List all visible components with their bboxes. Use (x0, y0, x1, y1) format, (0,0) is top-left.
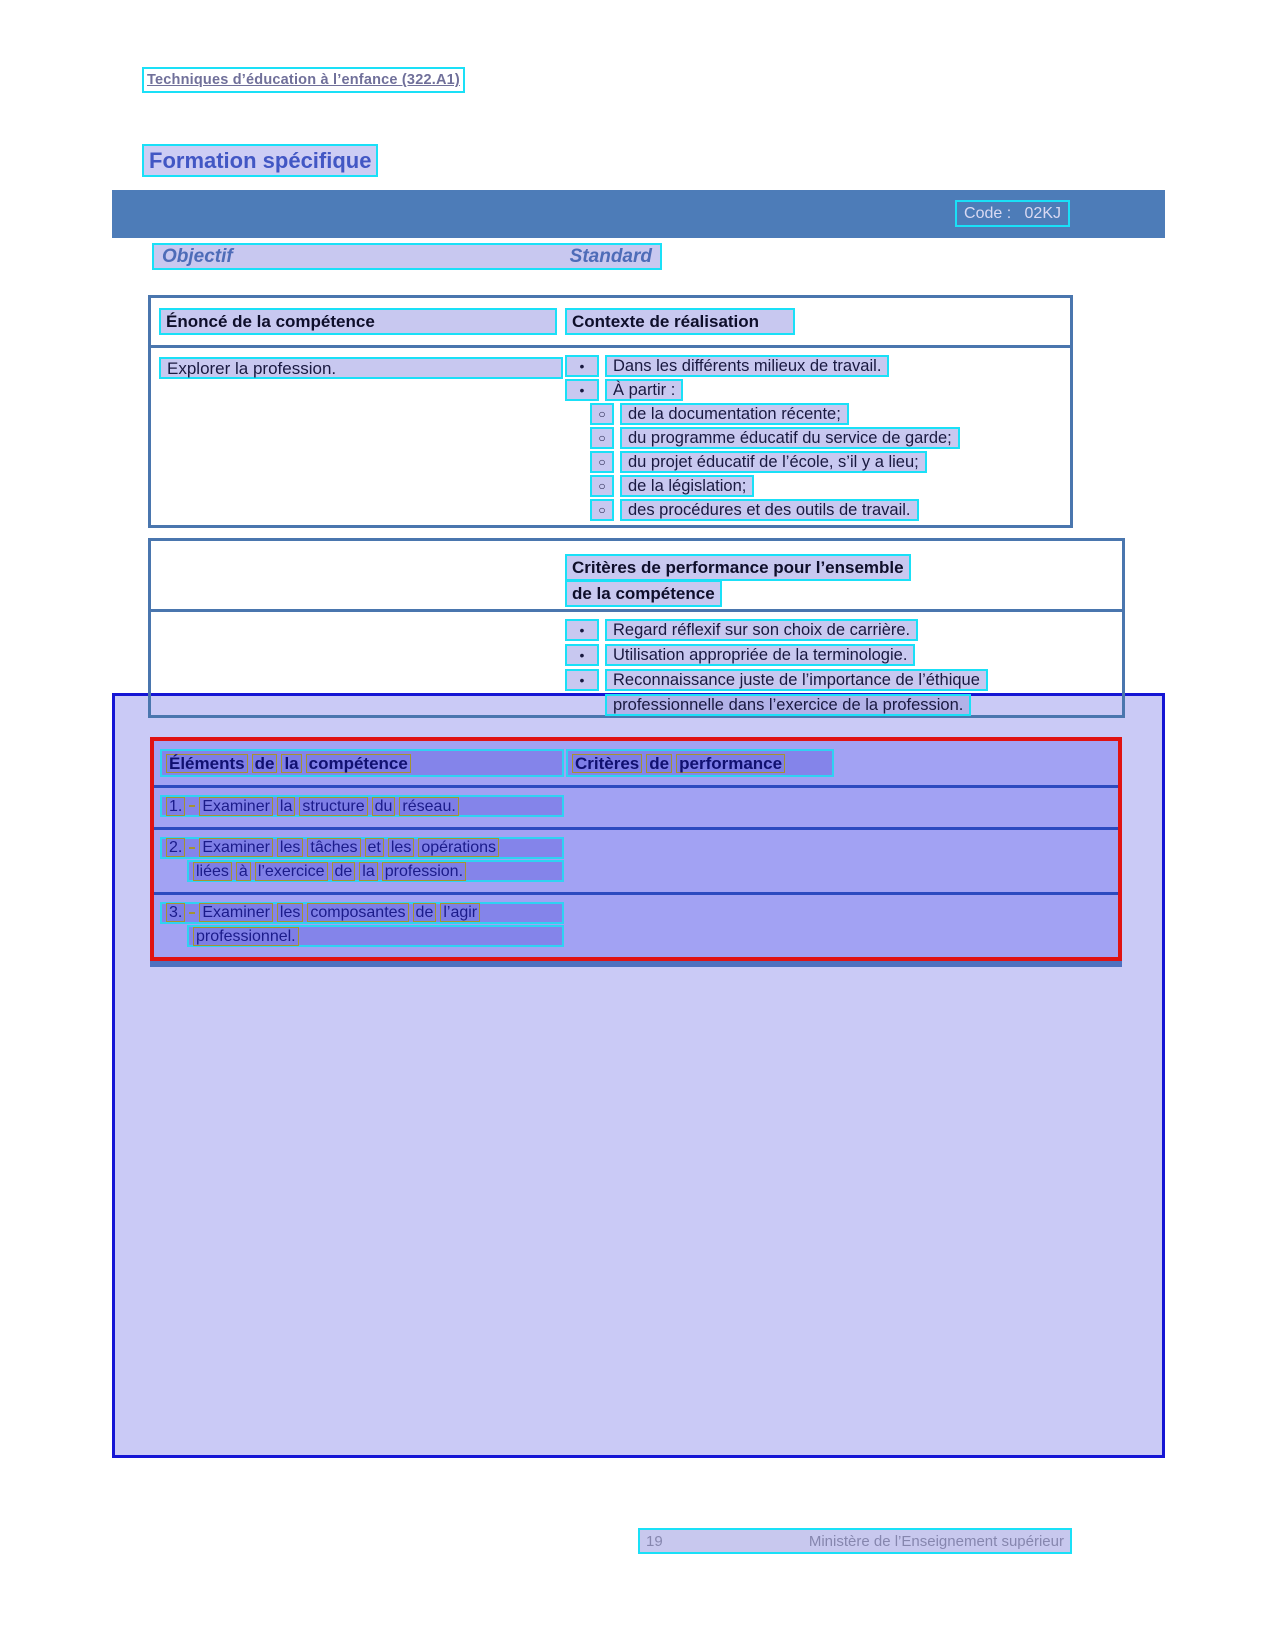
criteria-list (565, 619, 988, 719)
criterion-line (565, 669, 988, 691)
context-item (590, 499, 960, 521)
context-item-text: du programme éducatif du service de garde; (620, 427, 960, 449)
word-box: 3. (166, 903, 185, 922)
word-box (189, 847, 195, 849)
word-box: de (332, 862, 356, 881)
word-box: les (277, 903, 303, 922)
word-box: 2. (166, 838, 185, 857)
circle-bullet-icon: ○ (590, 499, 614, 521)
page-footer (638, 1528, 1072, 1554)
word-box: Examiner (199, 903, 273, 922)
running-head (142, 67, 465, 93)
column-header-enonce: Énoncé de la compétence (159, 308, 557, 335)
context-item (590, 451, 960, 473)
word-box: Éléments (166, 754, 248, 773)
element-line (160, 837, 564, 859)
column-header-performance (566, 749, 834, 777)
objectif-standard-strip (152, 243, 662, 270)
section-title-bar (112, 190, 1165, 238)
element-row (154, 892, 1118, 957)
page-number: 19 (646, 1532, 663, 1550)
element-line (187, 925, 564, 947)
criterion-text: Regard réflexif sur son choix de carrière. (605, 619, 918, 641)
criterion-line (565, 694, 988, 716)
criterion-text: Reconnaissance juste de l’importance de l’éthique (605, 669, 988, 691)
word-box: compétence (306, 754, 411, 773)
objectif-label: Objectif (162, 245, 233, 267)
element-cell (158, 795, 564, 819)
word-box: les (388, 838, 414, 857)
word-box: Critères (572, 754, 642, 773)
context-item-text: du projet éducatif de l’école, s’il y a lieu; (620, 451, 927, 473)
criteria-cell (564, 837, 1114, 884)
word-box: 1. (166, 797, 185, 816)
word-box: l’agir (440, 903, 480, 922)
element-line (160, 902, 564, 924)
word-box: la (281, 754, 301, 773)
competence-text: Explorer la profession. (159, 357, 563, 379)
standard-label: Standard (569, 245, 652, 267)
column-header-criteres-line2: de la compétence (565, 580, 722, 607)
word-box: la (277, 797, 295, 816)
bullet-icon: • (565, 619, 599, 641)
context-list (565, 355, 960, 523)
circle-bullet-icon: ○ (590, 475, 614, 497)
word-box: les (277, 838, 303, 857)
element-cell (158, 837, 564, 884)
element-line (187, 860, 564, 882)
word-box: de (646, 754, 672, 773)
word-box: la (359, 862, 377, 881)
column-header-contexte: Contexte de réalisation (565, 308, 795, 335)
element-row (154, 827, 1118, 892)
word-box: de (252, 754, 278, 773)
word-box (189, 912, 195, 914)
context-item-text: À partir : (605, 379, 683, 401)
word-box: professionnel. (193, 927, 299, 946)
criteria-cell (564, 902, 1114, 949)
word-box: Examiner (199, 838, 273, 857)
word-box: l’exercice (255, 862, 328, 881)
table-enonce-competence (148, 295, 1073, 528)
circle-bullet-icon: ○ (590, 451, 614, 473)
criterion-text: Utilisation appropriée de la terminologie. (605, 644, 915, 666)
table-bottom-border-band (150, 961, 1122, 967)
ministry-label: Ministère de l’Enseignement supérieur (808, 1532, 1064, 1550)
criterion-text: professionnelle dans l’exercice de la profession. (605, 694, 971, 716)
elements-table-header (154, 741, 1118, 785)
circle-bullet-icon: ○ (590, 427, 614, 449)
page-title (142, 144, 378, 177)
word-box: et (365, 838, 384, 857)
context-item (565, 355, 960, 377)
context-item (565, 379, 960, 401)
context-item-text: de la documentation récente; (620, 403, 849, 425)
indent-spacer (565, 694, 599, 716)
bullet-icon: • (565, 669, 599, 691)
table-elements-competence (150, 737, 1122, 961)
criteria-cell (564, 795, 1114, 819)
criterion-line (565, 619, 988, 641)
context-item-text: Dans les différents milieux de travail. (605, 355, 889, 377)
running-head-text: Techniques d’éducation à l’enfance (322.A1) (147, 72, 460, 88)
word-box: du (372, 797, 396, 816)
row-divider (151, 609, 1122, 612)
column-header-criteres-line1: Critères de performance pour l’ensemble (565, 554, 911, 581)
element-cell (158, 902, 564, 949)
context-item (590, 403, 960, 425)
context-item-text: de la législation; (620, 475, 754, 497)
column-header-elements (160, 749, 564, 777)
element-line (160, 795, 564, 817)
context-item (590, 427, 960, 449)
word-box: tâches (307, 838, 360, 857)
word-box: Examiner (199, 797, 273, 816)
word-box: liées (193, 862, 232, 881)
bullet-icon: • (565, 379, 599, 401)
code-label: Code : 02KJ (964, 204, 1061, 222)
word-box: à (236, 862, 251, 881)
word-box: profession. (382, 862, 466, 881)
bullet-icon: • (565, 644, 599, 666)
context-item (590, 475, 960, 497)
code-box (955, 200, 1070, 227)
word-box (189, 805, 195, 807)
row-divider (151, 345, 1070, 348)
word-box: de (413, 903, 437, 922)
context-item-text: des procédures et des outils de travail. (620, 499, 919, 521)
elements-table-wrapper (150, 737, 1122, 967)
table-criteres-ensemble (148, 538, 1125, 718)
word-box: opérations (418, 838, 499, 857)
word-box: structure (299, 797, 367, 816)
word-box: réseau. (399, 797, 458, 816)
word-box: composantes (307, 903, 408, 922)
element-row (154, 785, 1118, 827)
word-box: performance (676, 754, 785, 773)
bullet-icon: • (565, 355, 599, 377)
page-title-text: Formation spécifique (149, 147, 372, 173)
circle-bullet-icon: ○ (590, 403, 614, 425)
criterion-line (565, 644, 988, 666)
elements-table-body (154, 785, 1118, 957)
